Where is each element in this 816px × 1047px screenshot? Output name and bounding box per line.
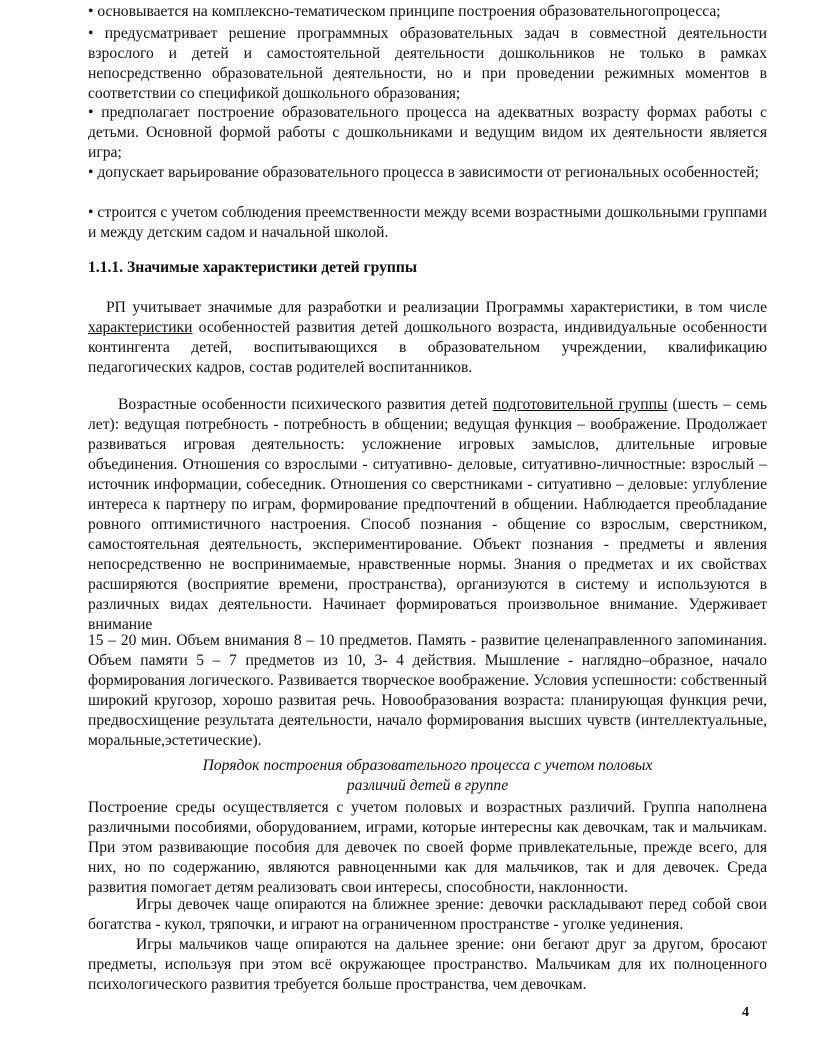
paragraph-rp-end: особенностей развития детей дошкольного возраста, индивидуальные особенности контингента детей, воспитывающихся в образовательном учреждении, квалификацию педагогических кадров, состав родителей воспитанников.: [88, 319, 767, 376]
bullet-item: • предусматривает решение программных образовательных задач в совместной деятельности взрослого и детей и самостоятельной деятельности дошкольников не только в рамках непосредственно образовательной деятельности, но и при проведении режимных моментов в соответствии со спецификой дошкольного образования;: [88, 25, 767, 102]
paragraph-environment: Построение среды осуществляется с учетом половых и возрастных различий. Группа наполнена различными пособиями, оборудованием, играми, которые интересны как девочкам, так и мальчикам. При этом развивающие пособия для девочек по своей форме привлекательные, прежде всего, для них, но по содержанию, являются равноценными как для мальчиков, так и для девочек. Среда развития помогает детям реализовать свои интересы, способности, наклонности.: [88, 799, 767, 896]
paragraph-boys: Игры мальчиков чаще опираются на дальнее зрение: они бегают друг за другом, бросают предметы, используя при этом всё окружающее пространство. Мальчикам для их полноценного психологического развития требуется больше пространства, чем девочкам.: [88, 936, 767, 993]
bullet-item: • предполагает построение образовательного процесса на адекватных возрасту формах работы с детьми. Основной формой работы с дошкольниками и ведущим видом их деятельности является игра;: [88, 104, 767, 161]
bullet-item: • строится с учетом соблюдения преемственности между всеми возрастными дошкольными группами и между детским садом и начальной школой.: [88, 204, 767, 241]
bullet-item: • допускает варьирование образовательного процесса в зависимости от региональных особенностей;: [88, 164, 759, 181]
italic-heading-line1: Порядок построения образовательного процесса с учетом половых: [202, 757, 653, 774]
paragraph-rp-start: РП учитывает значимые для разработки и реализации Программы характеристики, в том числе: [106, 299, 767, 316]
paragraph-age: [88, 395, 767, 635]
underlined-group: подготовительной группы: [492, 396, 668, 413]
underlined-term: характеристики: [88, 319, 193, 336]
section-heading: 1.1.1. Значимые характеристики детей группы: [88, 259, 418, 276]
paragraph-age-end: (шесть – семь лет): ведущая потребность - потребность в общении; ведущая функция – воображение. Продолжает развиваться игровая деятельность: усложнение игровых замыслов, длительные игровые объединения. Отношения со взрослыми - ситуативно- деловые, ситуативно-личностные: взрослый – источник информации, собеседник. Отношения со сверстниками - ситуативно – деловые: углубление интереса к партнеру по играм, формирование предпочтений в общении. Наблюдается преобладание ровного оптимистичного настроения. Способ познания - общение со взрослым, сверстником, самостоятельная деятельность, экспериментирование. Объект познания - предметы и явления непосредственно не воспринимаемые, нравственные нормы. Знания о предметах и их свойствах расширяются (восприятие времени, пространства), организуются в систему и используются в различных видах деятельности. Начинает формироваться произвольное внимание. Удерживает внимание: [88, 396, 767, 633]
italic-heading-line2: различий детей в группе: [346, 777, 509, 794]
paragraph-age-continued: 15 – 20 мин. Объем внимания 8 – 10 предметов. Память - развитие целенаправленного запоминания. Объем памяти 5 – 7 предметов из 10, 3- 4 действия. Мышление - наглядно–образное, начало формирования логического. Развивается творческое воображение. Условия успешности: собственный широкий кругозор, хорошо развитая речь. Новообразования возраста: планирующая функция речи, предвосхищение результата деятельности, начало формирования высших чувств (интеллектуальные, моральные,эстетические).: [88, 632, 767, 749]
page-number: 4: [742, 1005, 749, 1020]
paragraph-age-start: Возрастные особенности психического развития детей: [118, 396, 493, 413]
bullet-item: • основывается на комплексно-тематическом принципе построения образовательногопроцесса;: [88, 3, 721, 20]
paragraph-rp: [88, 298, 767, 378]
paragraph-girls: Игры девочек чаще опираются на ближнее зрение: девочки раскладывают перед собой свои богатства - кукол, тряпочки, и играют на ограниченном пространстве - уголке уединения.: [88, 896, 767, 933]
